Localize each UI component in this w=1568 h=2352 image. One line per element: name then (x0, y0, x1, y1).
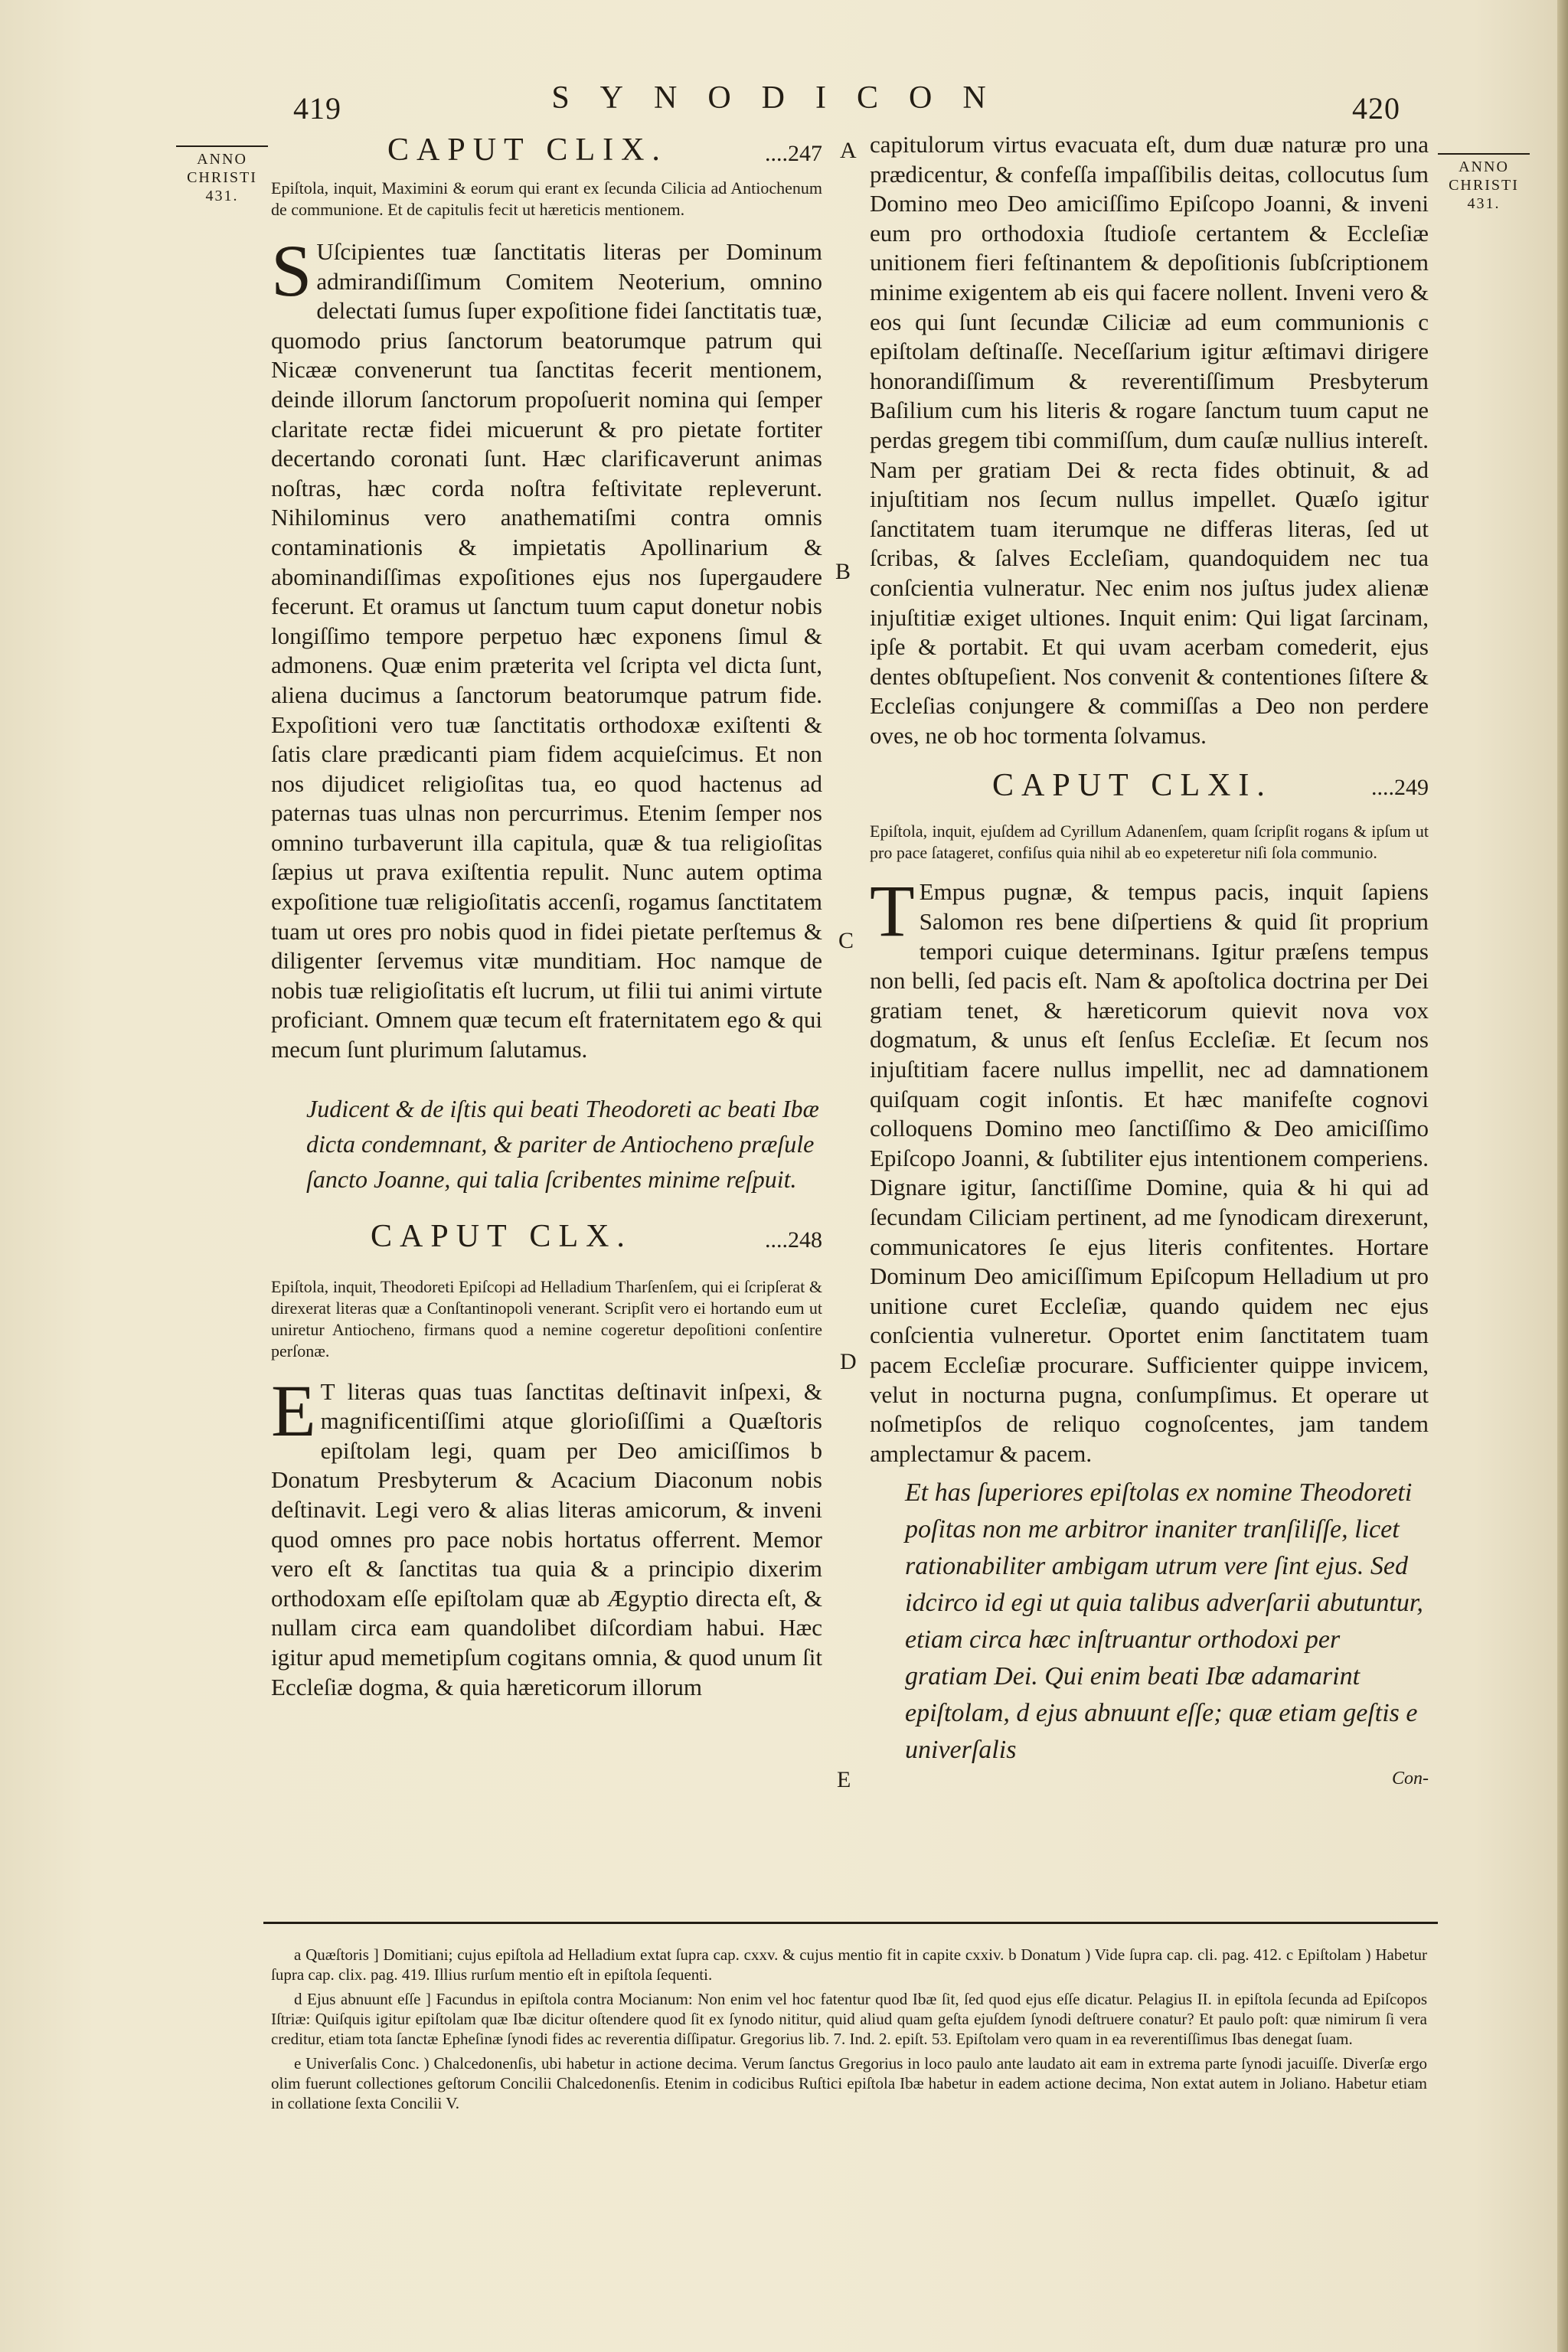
margin-letter-c: C (838, 928, 854, 953)
editorial-note: Judicent & de iſtis qui beati Theodoreti ac beati Ibæ dicta condemnant, & pariter de Antiocheno præſule ſancto Joanne, qui talia ſcribentes minime reſpuit. (306, 1094, 819, 1193)
chapter-title: CAPUT CLIX. (387, 132, 668, 168)
chapter-title: CAPUT CLXI. (992, 768, 1272, 804)
caput-159-heading (271, 130, 822, 173)
chapter-number: ....248 (765, 1227, 822, 1253)
caput-161-heading (870, 766, 1429, 808)
page-edge (1557, 0, 1568, 2352)
footnotes (271, 1945, 1427, 2118)
running-title: SYNODICON (551, 80, 1017, 116)
chapter-summary: Epiſtola, inquit, Maximini & eorum qui erant ex ſecunda Cilicia ad Antiochenum de communione. Et de capitulis fecit ut hæreticis mentionem. (271, 178, 822, 219)
page-number-right: 420 (1352, 91, 1400, 126)
chapter-number: ....249 (1371, 775, 1429, 801)
right-column (870, 130, 1429, 1789)
christi-word: CHRISTI (1449, 177, 1519, 194)
left-column (271, 130, 822, 1702)
editorial-note: Et has ſuperiores epiſtolas ex nomine Theodoreti poſitas non me arbitror inaniter tranſiliſſe, licet rationabiliter ambigam utrum vere ſint ejus. Sed idcirco id egi ut quia talibus adverſarii abutuntur, etiam circa hæc inſtruantur orthodoxi per gratiam Dei. Qui enim beati Ibæ adamarint epiſtolam, d ejus abnuunt eſſe; quæ etiam geſtis e univerſalis (905, 1478, 1423, 1765)
footnote-a-b-c: a Quæſtoris ] Domitiani; cujus epiſtola ad Helladium extat ſupra cap. cxxv. & cujus mentio fit in capite cxxiv. b Donatum ) Vide ſupra cap. cli. pag. 412. c Epiſtolam ) Habetur ſupra cap. clix. pag. 419. Illius rurſum mentio eſt in epiſtola ſequenti. (271, 1945, 1427, 1984)
chapter-body: TEmpus pugnæ, & tempus pacis, inquit ſapiens Salomon res bene diſpertiens & quid ſit proprium tempori cuique determinans. Igitur præſens tempus non belli, ſed pacis eſt. Nam & apoſtolica doctrina per Dei gratiam tenet, & hæreticorum quievit nova vox dogmatum, & unus eſt ſenſus Eccleſiæ. Et ſecum nos injuſtitiam facere nullus impellit, nec ad damnationem quiſquam cogit inſontis. Et hæc manifeſte cognovi colloquens Domino meo ſanctiſſimo & Deo amiciſſimo Epiſcopo Joanni, & ſubtiliter ejus intentionem comperiens. Dignare igitur, ſanctiſſime Domine, quia & hi qui ad ſecundam Ciliciam pertinent, ad me ſynodicam direxerunt, communicatores ſe ejus literis confitentes. Hortare Dominum Deo amiciſſimum Epiſcopum Helladium ut pro unitione curet Eccleſiæ, quando quidem nec ejus conſcientia vulneretur. Oportet enim ſanctitatem tuam pacem Eccleſiæ procurare. Sufficienter quippe invicem, velut in nocturna pugna, conſumpſimus. Et operare ut noſmetipſos de reliquo cognoſcentes, jam tandem amplectamur & pacem. (870, 870, 1429, 1467)
chapter-summary: Epiſtola, inquit, Theodoreti Epiſcopi ad Helladium Tharſenſem, qui ei ſcripſerat & direxerat literas quæ a Conſtantinopoli venerant. Scripſit vero ei hortando eum ut uniretur Antiocheno, firmans quod a nemine cogeretur depoſitioni conſentire perſonæ. (271, 1276, 822, 1361)
anno-christi-left (168, 145, 276, 205)
chapter-body: ET literas quas tuas ſanctitas deſtinavit inſpexi, & magnificentiſſimi atque glorioſiſſimi a Quæſtoris epiſtolam legi, quam per Deo amiciſſimos b Donatum Presbyterum & Acacium Diaconum nobis deſtinavit. Legi vero & alias literas amicorum, & inveni quod omnes pro pace nobis hortatus offerrent. Memor vero eſt & ſanctitas tua quia & a principio dixerim orthodoxam eſſe epiſtolam quæ ab Ægyptio directa eſt, & nullam circa eam quandolibet diſcordiam habui. Hæc igitur apud memetipſum cogitans omnia, & quod unum ſit Eccleſiæ dogma, & quia hæreticorum illorum (271, 1369, 822, 1700)
margin-letter-e: E (837, 1767, 851, 1792)
chapter-body-continued: capitulorum virtus evacuata eſt, dum duæ naturæ pro una prædicentur, & confeſſa impaſſibilis deitas, collocutus ſum Domino meo Deo amiciſſimo Epiſcopo Joanni, & inveni eum pro orthodoxia ſtudioſe certantem & Eccleſiæ unitionem fieri feſtinantem & depoſitionis ſubſcriptionem minime exigentem ab eis qui facere nollent. Inveni vero & eos qui ſunt ſecundæ Ciliciæ ad eum communionis c epiſtolam deſtinaſſe. Neceſſarium igitur æſtimavi dirigere honorandiſſimum & reverentiſſimum Presbyterum Baſilium cum his literis & rogare ſanctum tuum caput ne perdas gregem tibi commiſſum, dum cauſæ nullius intereſt. Nam per gratiam Dei & recta fides obtinuit, & ad injuſtitiam nos ſecum nullus impellet. Quæſo igitur ſanctitatem tuam iterumque ne differas literas, ſed ut ſcribas, & ſalves Eccleſiam, quandoquidem nec tua conſcientia vulneratur. Nec enim nos juſtus judex alienæ injuſtitiæ exiget ultiones. Inquit enim: Qui ligat ſarcinam, ipſe & portabit. Et qui uvam acerbam comederit, ejus dentes obſtupeſient. Nos convenit & contentiones ſiſtere & Eccleſias conjungere & commiſſas a Deo non perdere oves, ne ob hoc tormenta ſolvamus. (870, 131, 1429, 749)
anno-year: 431. (205, 188, 239, 204)
footnote-e: e Univerſalis Conc. ) Chalcedonenſis, ubi habetur in actione decima. Verum ſanctus Gregorius in loco paulo ante laudato ait eam in extrema parte ſynodi jacuiſſe. Diverſæ ergo olim fuerunt collectiones geſtorum Concilii Chalcedonenſis. Etenim in codicibus Ruſtici epiſtola Ibæ habetur in eadem actione decima, Non extat autem in Joliano. Habetur etiam in collatione ſexta Concilii V. (271, 2054, 1427, 2112)
anno-christi-right (1430, 153, 1537, 213)
margin-letter-d: D (840, 1349, 857, 1374)
catchword: Con- (1392, 1769, 1429, 1789)
anno-word: ANNO (197, 151, 247, 168)
margin-letter-b: B (835, 559, 851, 584)
chapter-body: SUſcipientes tuæ ſanctitatis literas per Dominum admirandiſſimum Comitem Neoterium, omnino delectati ſumus ſuper expoſitione fidei ſanctitatis tuæ, quomodo prius ſanctorum beatorumque patrum qui Nicææ convenerunt tua ſanctitas fecerit mentionem, deinde illorum ſanctorum propoſuerit nomina qui ſemper claritate rectæ fidei micuerunt & pro pietate fortiter decertando coronati ſunt. Hæc clarificaverunt animas noſtras, hæc corda noſtra feſtivitate repleverunt. Nihilominus vero anathematiſmi contra omnis contaminationis & impietatis Apollinarium & abominandiſſimas expoſitiones ejus nos ſupergaudere fecerunt. Et oramus ut ſanctum tuum caput donetur nobis longiſſimo tempore perpetuo hæc exponens ſimul & admonens. Quæ enim præterita vel ſcripta vel dicta ſunt, aliena ducimus a ſanctorum beatorumque patrum fide. Expoſitioni vero tuæ ſanctitatis orthodoxæ exiſtenti & ſatis clare prædicanti piam fidem acquieſcimus. Et non nos dijudicet religioſitas tua, eo quod hactenus ad paternas tuas ulnas non percurrimus. Etenim ſemper nos omnino turbaverunt illa capitula, quæ & tua religioſitas ſæpius ut prava exiſtentia repulit. Nunc autem optima expoſitione tuæ religioſitatis accenſi, rogamus ſanctitatem tuam ut ores pro nobis quod in fidei pietate perſtemus & diligenter ſervemus vitæ munditiam. Hoc namque de nobis tuæ religioſitatis eſt lucrum, ut filii tui animi virtute proficiant. Omnem quæ tecum eſt fraternitatem ego & qui mecum ſunt plurimum ſalutamus. (271, 230, 822, 1063)
christi-word: CHRISTI (187, 169, 257, 186)
page-number-left: 419 (293, 91, 341, 126)
chapter-summary: Epiſtola, inquit, ejuſdem ad Cyrillum Adanenſem, quam ſcripſit rogans & ipſum ut pro pace ſatageret, confiſus quia nihil ab eo expeteretur niſi ſola communio. (870, 822, 1429, 863)
footnote-d: d Ejus abnuunt eſſe ] Facundus in epiſtola contra Mocianum: Non enim vel hoc fatentur quod Ibæ ſit, ſed quod ejus eſſe dicatur. Pelagius II. in epiſtola ſecunda ad Epiſcopos Iſtriæ: Quiſquis igitur epiſtolam quæ Ibæ dicitur oſtendere quod ſit ex ſynodo nititur, quid aliud quam geſta ejuſdem ſynodi deſtruere conatur? Et paulo poſt: quæ nimirum ſi vera creditur, etiam tota ſanctæ Epheſinæ ſynodi fides ac reverentia diſſipatur. Gregorius lib. 7. Ind. 2. epiſt. 53. Epiſtolam vero quam in ea reverentiſſimus Ibas denegat ſuam. (271, 1990, 1427, 2048)
anno-year: 431. (1467, 195, 1501, 212)
footnote-rule (263, 1922, 1438, 1924)
anno-word: ANNO (1459, 158, 1509, 175)
margin-letter-a: A (840, 138, 857, 163)
chapter-title: CAPUT CLX. (371, 1218, 632, 1254)
caput-160-heading (271, 1217, 822, 1261)
chapter-number: ....247 (765, 141, 822, 166)
